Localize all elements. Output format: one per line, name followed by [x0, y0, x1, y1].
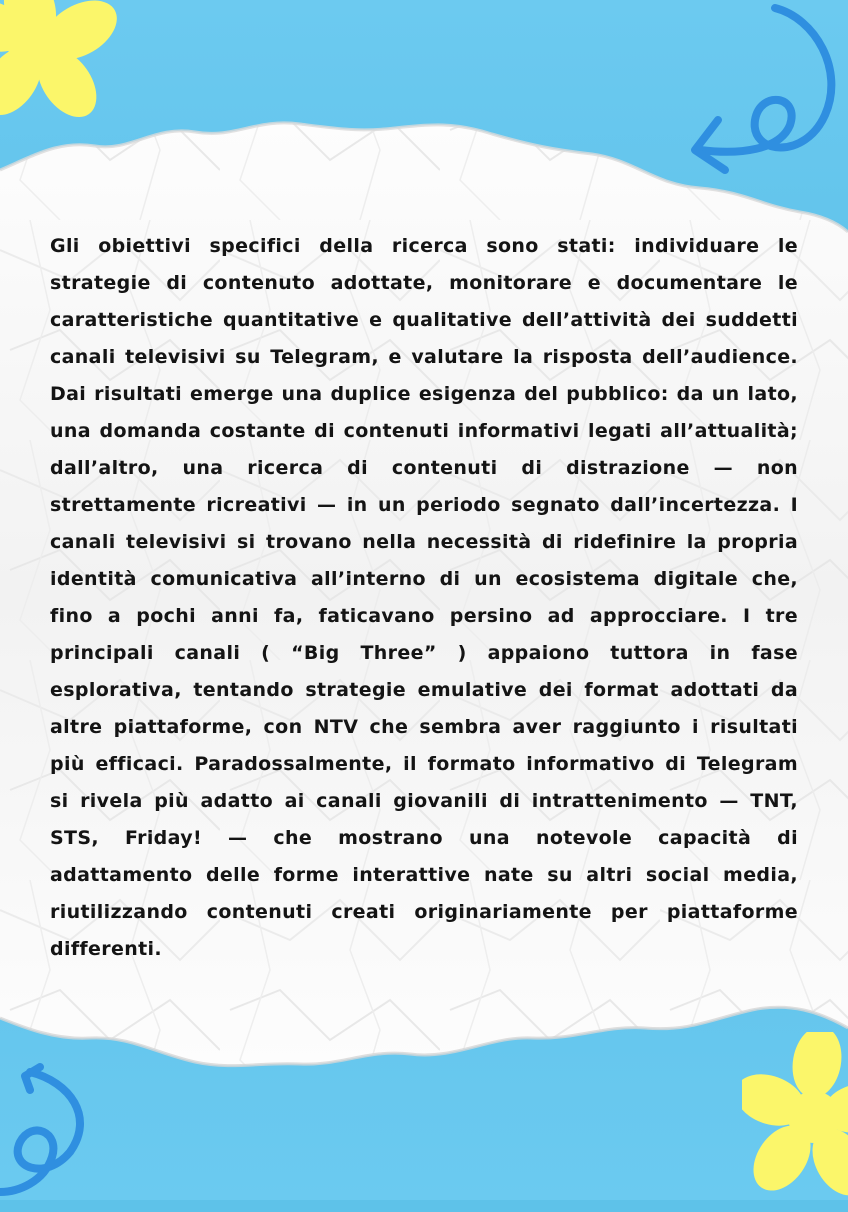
body-paragraph: Gli obiettivi specifici della ricerca sono stati: individuare le strategie di contenuto adottate, monitorare e documentare le caratteristiche quantitative e qualitative dell’attività dei suddetti canali televisivi su Telegram, e valutare la risposta dell’audience. Dai risultati emerge una duplice esigenza del pubblico: da un lato, una domanda costante di contenuti informativi legati all’attualità; dall’altro, una ricerca di contenuti di distrazione — non strettamente ricreativi — in un periodo segnato dall’incertezza. I canali televisivi si trovano nella necessità di ridefinire la propria identità comunicativa all’interno di un ecosistema digitale che, fino a pochi anni fa, faticavano persino ad approcciare. I tre principali canali ( “Big Three” ) appaiono tuttora in fase esplorativa, tentando strategie emulative dei format adottati da altre piattaforme, con NTV che sembra aver raggiunto i risultati più efficaci. Paradossalmente, il formato informativo di Telegram si rivela più adatto ai canali giovanili di intrattenimento — TNT, STS, Friday! — che mostrano una notevole capacità di adattamento delle forme interattive nate su altri social media, riutilizzando contenuti creati originariamente per piattaforme differenti. [50, 235, 798, 960]
